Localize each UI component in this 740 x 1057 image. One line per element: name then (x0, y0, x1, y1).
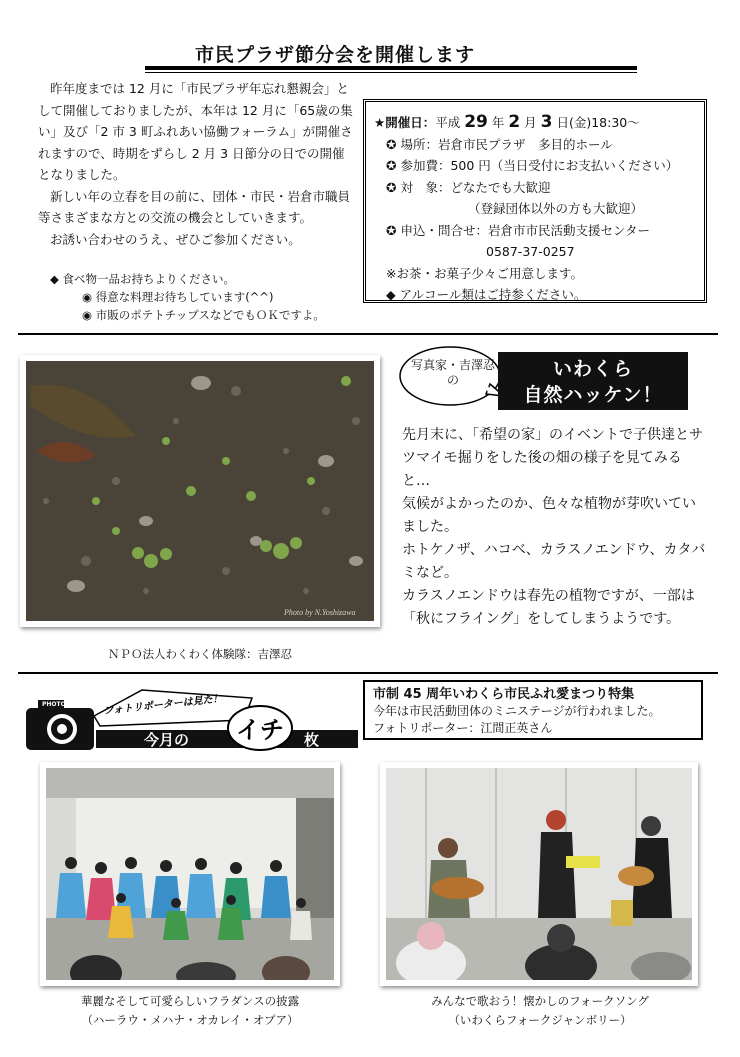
festival-info-box (363, 680, 703, 740)
intro-text (38, 78, 356, 250)
camera-label: PHOTO (42, 701, 66, 708)
date-time: 日(金)18:30～ (552, 115, 640, 130)
intro-paragraph: お誘い合わせのうえ、ぜひご参加ください。 (50, 231, 301, 247)
folk-caption-line2: （いわくらフォークジャンボリー） (448, 1013, 632, 1027)
folk-caption-line1: みんなで歌おう！懐かしのフォークソング (431, 994, 649, 1008)
nature-paragraph: 先月末に、「希望の家」のイベントで子供達とサツマイモ掘りをした後の畑の様子を見てみると… (402, 427, 703, 489)
hula-caption (20, 992, 360, 1030)
photo-reporter-banner (22, 686, 362, 756)
event-info-box (363, 99, 707, 303)
section-divider (18, 672, 718, 674)
title-underline-thin (145, 72, 637, 73)
event-note: ※お茶・お菓子少々ご用意します。 (386, 265, 583, 281)
section-divider (18, 333, 718, 335)
nature-heading (498, 352, 688, 410)
date-month-unit: 月 (520, 115, 541, 130)
hula-caption-line1: 華麗なそして可愛らしいフラダンスの披露 (80, 994, 300, 1008)
nature-body (402, 424, 708, 631)
folk-caption (370, 992, 710, 1030)
photo-credit: Photo by N.Yoshizawa (284, 608, 356, 617)
banner-sheet: 枚 (304, 731, 320, 749)
nature-heading-line1: いわくら (552, 358, 633, 380)
page-title: 市民プラザ節分会を開催します (195, 44, 476, 66)
event-contact: ✪ 申込・問合せ：岩倉市市民活動支援センター (386, 222, 650, 238)
date-month: 2 (508, 112, 521, 132)
date-year: 29 (464, 112, 488, 132)
nature-heading-line2: 自然ハッケン！ (523, 384, 663, 406)
hula-caption-line2: （ハーラウ・メハナ・オカレイ・オプア） (81, 1013, 299, 1027)
intro-paragraph: 昨年度までは 12 月に「市民プラザ年忘れ懇親会」として開催しておりましたが、本年は 12 月に「65歳の集い」及び「2 市 3 町ふれあい協働フォーラム」が開催されますので、時期をずらし 2 月 3 日節分の日での開催となりました。 (38, 81, 353, 182)
hula-photo (46, 768, 334, 980)
event-target: ✪ 対 象：どなたでも大歓迎 (386, 179, 551, 195)
event-target-note: （登録団体以外の方も大歓迎） (468, 201, 644, 216)
event-date (374, 112, 704, 134)
folk-photo (386, 768, 692, 980)
hula-photo-frame (40, 762, 340, 986)
nature-paragraph: カラスノエンドウは春先の植物ですが、一部は「秋にフライング」をしてしまうようです。 (402, 588, 695, 627)
intro-paragraph: 新しい年の立春を目の前に、団体・市民・岩倉市職員等さまざまな方との交流の機会としていきます。 (38, 188, 351, 225)
festival-heading: 市制 45 周年いわくら市民ふれ愛まつり特集 (373, 687, 635, 702)
nature-photo-caption: ＮＰＯ法人わくわく体験隊：吉澤忍 (108, 647, 292, 661)
festival-reporter: フォトリポーター：江間正英さん (373, 721, 553, 735)
banner-one: イチ (236, 716, 284, 744)
nature-paragraph: 気候がよかったのか、色々な植物が芽吹いていました。 (402, 496, 696, 535)
potluck-notes (50, 270, 325, 324)
date-year-unit: 年 (487, 115, 509, 130)
potluck-sub: ◉ 得意な料理お待ちしています(^^) (82, 290, 274, 304)
event-fee: ✪ 参加費：500 円（当日受付にお支払いください） (386, 158, 679, 173)
nature-photo-frame (20, 355, 380, 627)
nature-paragraph: ホトケノザ、ハコベ、カラスノエンドウ、カタバミなど。 (402, 542, 706, 581)
date-era: 平成 (435, 115, 465, 130)
banner-this-month: 今月の (144, 731, 190, 749)
banner-top-text: フォトリポーターは見た！ (103, 693, 224, 717)
date-day: 3 (540, 112, 553, 132)
folk-photo-frame (380, 762, 698, 986)
potluck-sub: ◉ 市販のポテトチップスなどでもＯＫですよ。 (82, 308, 325, 322)
title-underline (145, 66, 637, 70)
event-phone: 0587-37-0257 (486, 244, 575, 259)
potluck-main: ◆ 食べ物一品お持ちよりください。 (50, 272, 235, 286)
festival-line: 今年は市民活動団体のミニステージが行われました。 (373, 704, 661, 718)
nature-photo (26, 361, 374, 621)
bubble-label: 写真家・吉澤忍の (410, 358, 495, 387)
event-place: ✪ 場所：岩倉市民プラザ 多目的ホール (386, 136, 613, 152)
date-label: ★開催日： (374, 115, 436, 130)
event-note: ◆ アルコール類はご持参ください。 (386, 287, 587, 302)
